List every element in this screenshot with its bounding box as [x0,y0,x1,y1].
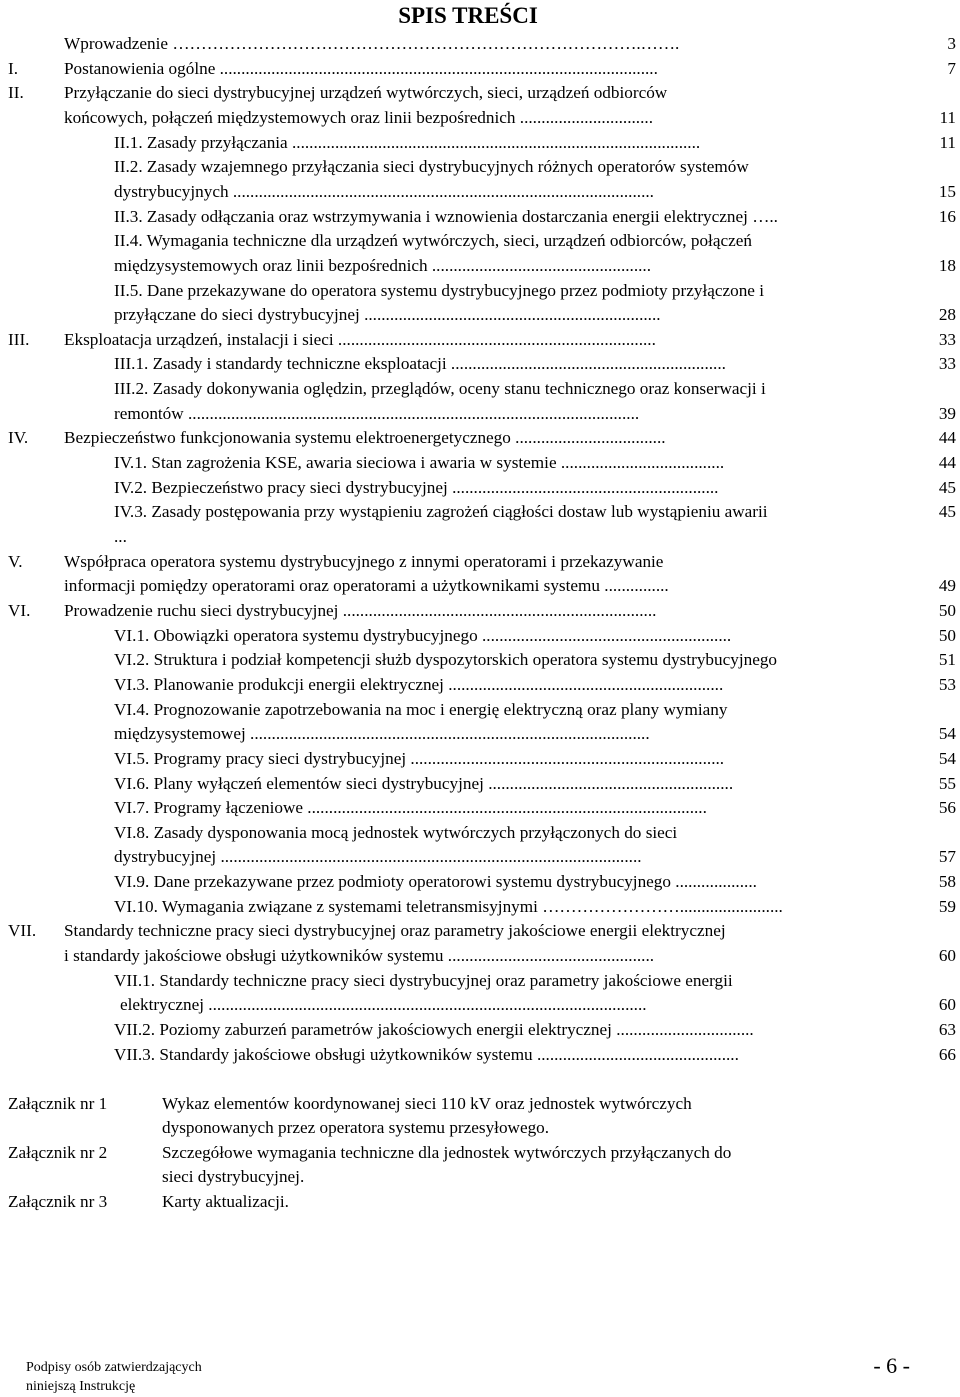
toc-subentry [0,673,956,698]
toc-entry [0,32,956,57]
annex-description: Wykaz elementów koordynowanej sieci 110 kV oraz jednostek wytwórczych [162,1094,692,1113]
annex-description: sieci dystrybucyjnej. [162,1167,305,1186]
toc-entry-text: VI.9. Dane przekazywane przez podmioty operatorowi systemu dystrybucyjnego ................... [114,872,757,892]
toc-subentry [0,229,956,278]
toc-entry [0,57,956,82]
toc-entry-text: remontów ......................................................................................................... [114,403,640,423]
toc-page-number: 50 [938,625,956,645]
toc-entry-text: ... [114,526,127,546]
toc-entry-text: Wprowadzenie ……………………………………………………………………….……. [64,34,680,53]
toc-entry [0,550,956,599]
toc-entry-text: VII.1. Standardy techniczne pracy sieci dystrybucyjnej oraz parametry jakościowe energii [114,970,733,990]
toc-page-number: 39 [938,403,956,423]
toc-entry-text: IV.2. Bezpieczeństwo pracy sieci dystrybucyjnej .............................................................. [114,477,719,497]
toc-subentry [0,205,956,230]
toc-entry [0,328,956,353]
toc-entry-text: II.1. Zasady przyłączania ............................................................................................... [114,132,701,152]
page-number: - 6 - [873,1353,910,1378]
toc-entry-text: dystrybucyjnej .................................................................................................. [114,847,642,867]
toc-page-number: 49 [938,576,956,596]
toc-entry-text: dystrybucyjnych .................................................................................................. [114,181,654,201]
toc-entry-text: IV.1. Stan zagrożenia KSE, awaria sieciowa i awaria w systemie ...................................... [114,453,725,473]
toc-page-number: 54 [938,748,956,768]
toc-page-number: 60 [938,995,956,1015]
toc-entry-text: VI.2. Struktura i podział kompetencji służb dyspozytorskich operatora systemu dystrybucyjnego [114,650,778,670]
toc-page-number: 33 [938,354,956,374]
toc-subentry [0,624,956,649]
toc-page-number: 50 [938,600,956,620]
toc-page-number: 33 [938,329,956,349]
toc-subentry [0,772,956,797]
toc-subentry [0,1043,956,1068]
toc-page-number: 55 [938,773,956,793]
toc-entry [0,81,956,130]
toc-page-number: 28 [938,305,956,325]
toc-entry-text: międzysystemowych oraz linii bezpośrednich ................................................... [114,255,652,275]
toc-page-number: 16 [938,206,956,226]
toc-subentry [0,698,956,747]
toc-subentry [0,451,956,476]
toc-entry-text: II.2. Zasady wzajemnego przyłączania sieci dystrybucyjnych różnych operatorów systemów [114,157,749,177]
toc-page-number: 11 [939,107,956,127]
toc-entry-text: informacji pomiędzy operatorami oraz operatorami a użytkownikami systemu ............... [64,576,669,596]
toc-page-number: 44 [938,453,956,473]
toc-page-number: 45 [938,502,956,522]
toc-entry-number: VI. [8,600,31,620]
toc-entry-text: VI.8. Zasady dysponowania mocą jednostek wytwórczych przyłączonych do sieci [114,822,678,842]
toc-entry-text: IV.3. Zasady postępowania przy wystąpieniu zagrożeń ciągłości dostaw lub wystąpieniu awarii [114,502,768,522]
toc-page-number: 53 [938,674,956,694]
annex-label: Załącznik nr 3 [8,1192,108,1211]
toc-page-number: 18 [938,255,956,275]
toc-page-number: 59 [938,896,956,916]
toc-entry-text: i standardy jakościowe obsługi użytkowników systemu ................................................ [64,946,655,966]
toc-subentry [0,821,956,870]
toc-page-number: 11 [939,132,956,152]
toc-subentry [0,969,956,1018]
toc-entry-text: II.3. Zasady odłączania oraz wstrzymywania i wznowienia dostarczania energii elektrycznej ….. [114,206,778,226]
toc-entry-text: Przyłączanie do sieci dystrybucyjnej urządzeń wytwórczych, sieci, urządzeń odbiorców [64,83,668,103]
toc-page-number: 54 [938,724,956,744]
toc-subentry [0,1018,956,1043]
toc-page-number: 3 [947,34,956,53]
annex-description: dysponowanych przez operatora systemu przesyłowego. [162,1118,550,1137]
toc-subentry [0,279,956,328]
signature-label-line-2: niniejszą Instrukcję [26,1379,136,1394]
toc-entry-text: VI.10. Wymagania związane z systemami teletransmisyjnymi ……………………........................ [114,896,783,916]
toc-page-number: 7 [947,58,956,78]
annex-label: Załącznik nr 1 [8,1094,108,1113]
toc-entry-text: Standardy techniczne pracy sieci dystrybucyjnej oraz parametry jakościowe energii elektrycznej [64,921,726,941]
toc-entry-text: VI.7. Programy łączeniowe ............................................................................................. [114,798,707,818]
toc-entry-number: II. [8,83,24,103]
toc-entry-text: elektrycznej ...................................................................................................... [120,995,647,1015]
toc-entry-number: VII. [8,921,37,941]
toc-page-number: 51 [938,650,956,670]
toc-entry-text: VII.2. Poziomy zaburzeń parametrów jakościowych energii elektrycznej ................................ [114,1020,754,1039]
toc-page-number: 56 [938,798,956,818]
toc-subentry [0,870,956,895]
toc-entry-text: VI.6. Plany wyłączeń elementów sieci dystrybucyjnej ......................................................... [114,773,734,793]
toc-entry-text: Eksploatacja urządzeń, instalacji i sieci .......................................................................... [64,329,656,349]
signature-label-line-1: Podpisy osób zatwierdzających [26,1360,202,1375]
toc-page-number: 60 [938,946,956,966]
toc-subentry [0,500,956,549]
toc-subentry [0,377,956,426]
toc-page-number: 44 [938,428,956,448]
toc-subentry [0,648,956,673]
annex-label: Załącznik nr 2 [8,1143,108,1162]
page-title: SPIS TREŚCI [398,3,538,28]
toc-subentry [0,476,956,501]
toc-entry-text: VI.1. Obowiązki operatora systemu dystrybucyjnego .......................................................... [114,625,732,645]
toc-page-number: 63 [938,1020,956,1039]
toc-entry-text: Postanowienia ogólne ...................................................................................................... [64,58,658,78]
toc-entry-number: III. [8,329,30,349]
annex-description: Karty aktualizacji. [162,1192,289,1211]
toc-entry-text: VI.3. Planowanie produkcji energii elektrycznej ................................................................ [114,674,724,694]
toc-entry-number: IV. [8,428,29,448]
toc-entry-text: VII.3. Standardy jakościowe obsługi użytkowników systemu ............................................... [114,1044,739,1064]
toc-entry-text: VI.5. Programy pracy sieci dystrybucyjnej ......................................................................... [114,748,725,768]
toc-entry [0,919,956,968]
toc-entry-text: Współpraca operatora systemu dystrybucyjnego z innymi operatorami i przekazywanie [64,551,664,571]
toc-entry-number: I. [8,58,19,78]
toc-entry [0,426,956,451]
toc-subentry [0,747,956,772]
toc-subentry [0,895,956,920]
toc-entry-text: Prowadzenie ruchu sieci dystrybucyjnej ......................................................................... [64,600,657,620]
toc-entry-text: VI.4. Prognozowanie zapotrzebowania na moc i energię elektryczną oraz plany wymiany [114,699,728,719]
toc-entry [0,599,956,624]
toc-entry-text: II.4. Wymagania techniczne dla urządzeń wytwórczych, sieci, urządzeń odbiorców, połączeń [114,231,752,251]
toc-subentry [0,796,956,821]
toc-entry-text: przyłączane do sieci dystrybucyjnej ..................................................................... [114,305,661,325]
toc-entry-text: Bezpieczeństwo funkcjonowania systemu elektroenergetycznego ................................... [64,428,666,448]
toc-entry-text: III.2. Zasady dokonywania oględzin, przeglądów, oceny stanu technicznego oraz konserwacji i [114,379,766,399]
toc-subentry [0,131,956,156]
toc-page-number: 58 [938,872,956,892]
toc-entry-number: V. [8,551,23,571]
toc-page-number: 57 [938,847,956,867]
toc-subentry [0,155,956,204]
toc-page-number: 15 [938,181,956,201]
annex-description: Szczegółowe wymagania techniczne dla jednostek wytwórczych przyłączanych do [162,1143,732,1162]
toc-subentry [0,352,956,377]
toc-entry-text: międzysystemowej ............................................................................................. [114,724,650,744]
toc-page-number: 45 [938,477,956,497]
toc-entry-text: III.1. Zasady i standardy techniczne eksploatacji ................................................................ [114,354,726,374]
toc-page-number: 66 [938,1044,956,1064]
toc-entry-text: końcowych, połączeń międzystemowych oraz linii bezpośrednich ............................... [64,107,653,127]
toc-entry-text: II.5. Dane przekazywane do operatora systemu dystrybucyjnego przez podmioty przyłączone i [114,280,765,300]
